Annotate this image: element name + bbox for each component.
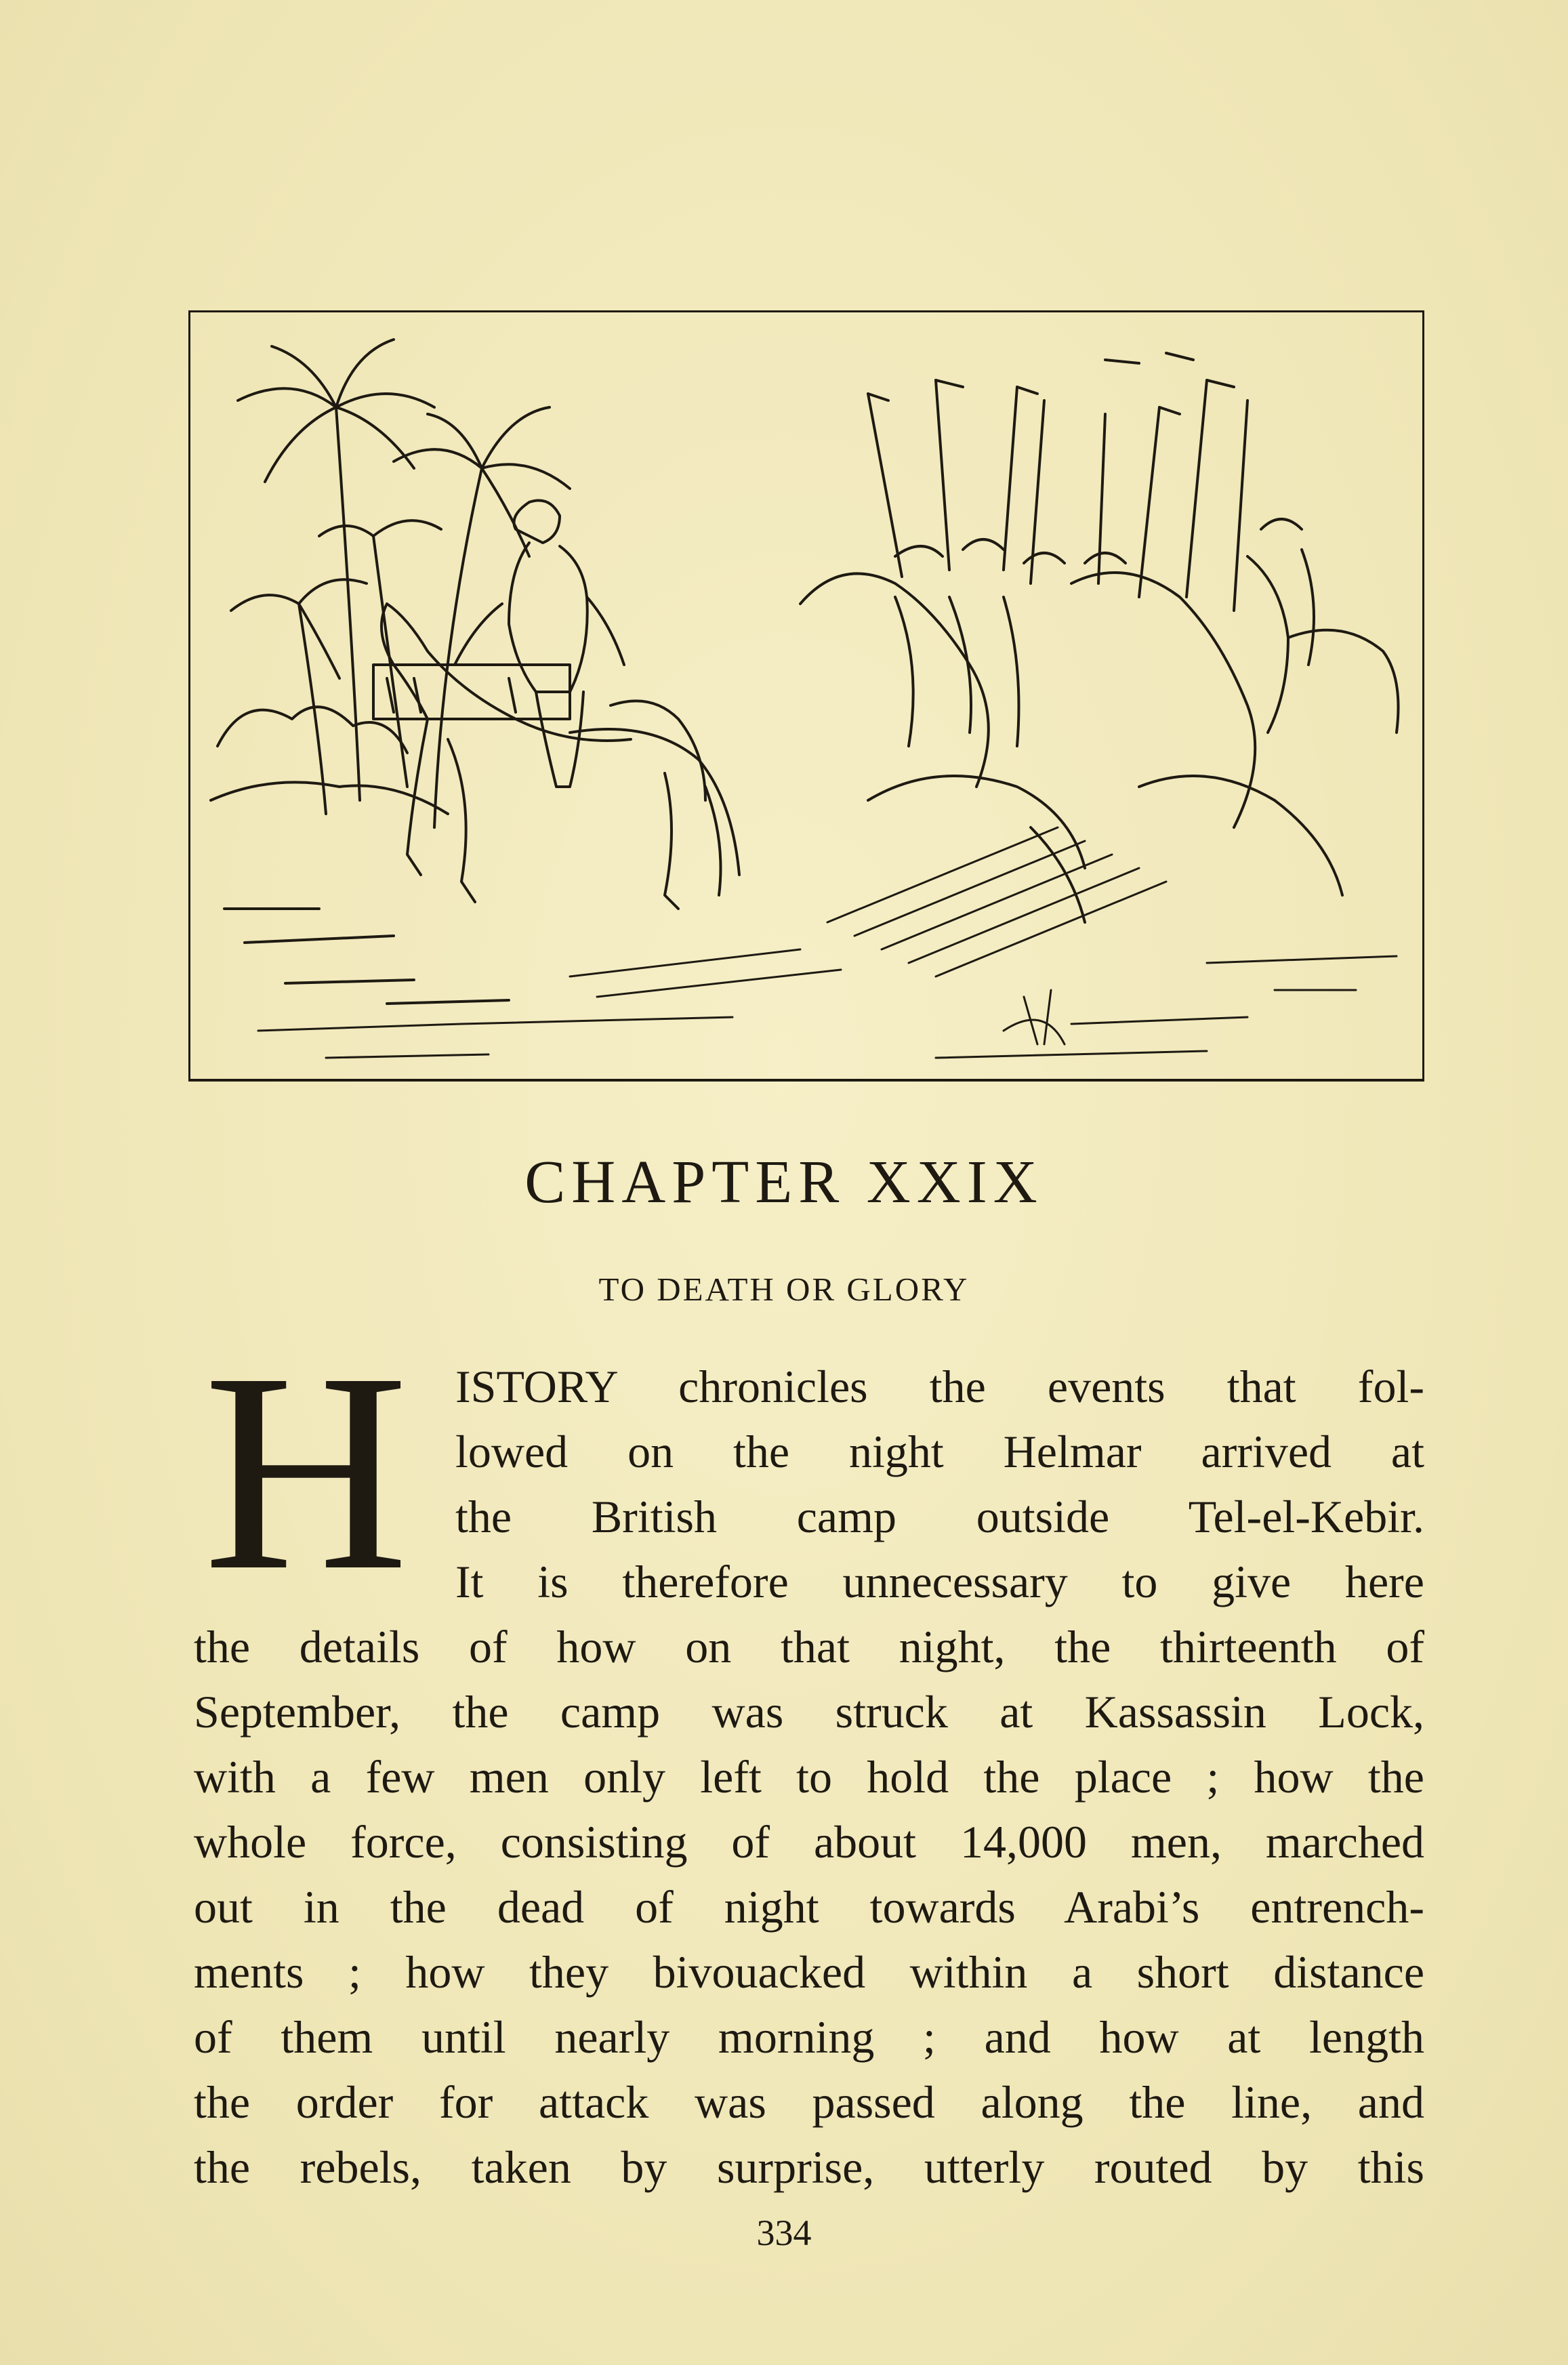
chapter-heading: CHAPTER XXIX	[524, 1149, 1044, 1216]
body-line: out in the dead of night towards Arabi’s entrench-	[194, 1881, 1424, 1933]
drop-cap: H	[203, 1314, 409, 1629]
body-line: of them until nearly morning ; and how at length	[194, 2011, 1424, 2063]
body-line: the rebels, taken by surprise, utterly routed by this	[194, 2141, 1424, 2193]
lances	[868, 353, 1247, 611]
palm-trees	[231, 340, 570, 827]
body-line: the order for attack was passed along the line, and	[194, 2076, 1424, 2128]
body-line: the British camp outside Tel-el-Kebir.	[455, 1491, 1424, 1542]
body-line: September, the camp was struck at Kassassin Lock,	[194, 1686, 1424, 1737]
village-building	[211, 665, 570, 1004]
mounted-soldiers-with-lances-icon	[190, 312, 1422, 1079]
chapter-subtitle: TO DEATH OR GLORY	[598, 1271, 970, 1308]
ground-hatching	[258, 827, 1397, 1058]
body-line: with a few men only left to hold the place ; how the	[194, 1751, 1424, 1803]
page-number: 334	[756, 2213, 812, 2253]
body-line: ments ; how they bivouacked within a short distance	[194, 1946, 1424, 1998]
body-line: the details of how on that night, the thirteenth of	[194, 1621, 1424, 1672]
body-line: It is therefore unnecessary to give here	[455, 1556, 1424, 1607]
body-line: whole force, consisting of about 14,000 men, marched	[194, 1816, 1424, 1868]
body-line: ISTORY chronicles the events that fol-	[455, 1361, 1424, 1412]
lead-horseman	[381, 501, 739, 909]
chapter-illustration	[188, 310, 1424, 1082]
body-line: lowed on the night Helmar arrived at	[455, 1426, 1424, 1477]
